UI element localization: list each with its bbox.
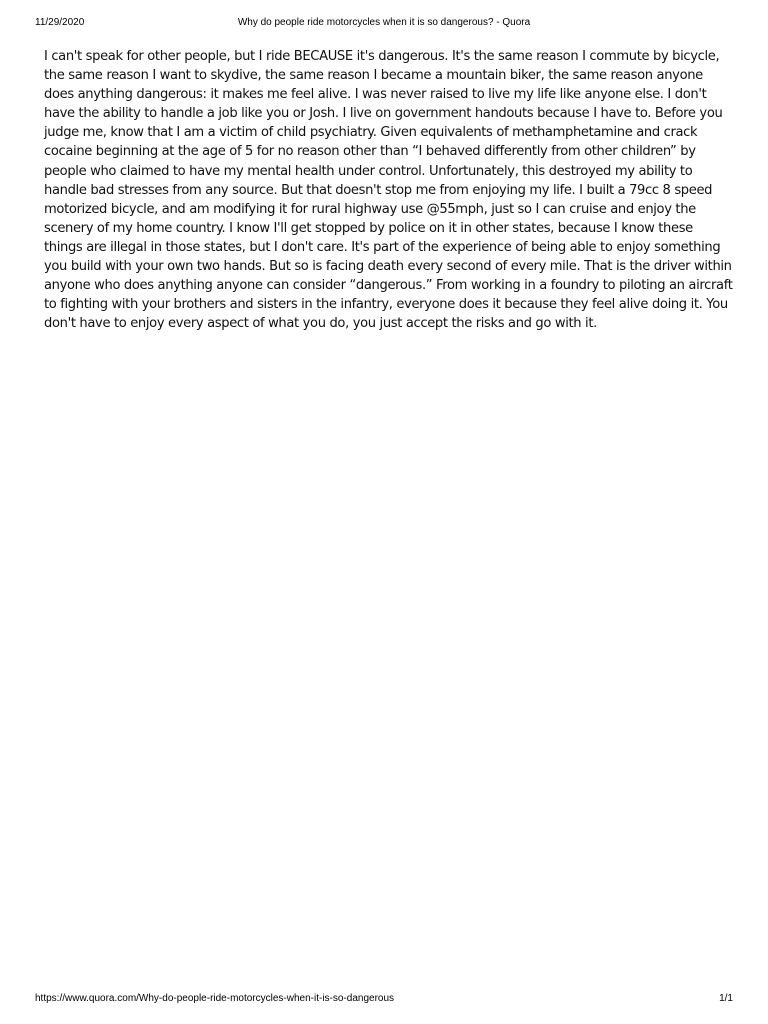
answer-text: I can't speak for other people, but I ride BECAUSE it's dangerous. It's the same reason I commute by bicycle, the same reason I want to skydive, the same reason I became a mountain biker, the same reason anyone does anything dangerous: it makes me feel alive. I was never raised to live my life like anyone else. I don't have the ability to handle a job like you or Josh. I live on government handouts because I have to. Before you judge me, know that I am a victim of child psychiatry. Given equivalents of methamphetamine and crack cocaine beginning at the age of 5 for no reason other than “I behaved differently from other children” by people who claimed to have my mental health under control. Unfortunately, this destroyed my ability to handle bad stresses from any source. But that doesn't stop me from enjoying my life. I built a 79cc 8 speed motorized bicycle, and am modifying it for rural highway use @55mph, just so I can cruise and enjoy the scenery of my home country. I know I'll get stopped by police on it in other states, because I know these things are illegal in those states, but I don't care. It's part of the experience of being able to enjoy something you build with your own two hands. But so is facing death every second of every mile. That is the driver within anyone who does anything anyone can consider “dangerous.” From working in a foundry to piloting an aircraft to fighting with your brothers and sisters in the infantry, everyone does it because they feel alive doing it. You don't have to enjoy every aspect of what you do, you just accept the risks and go with it.	[44, 49, 733, 332]
page-url: https://www.quora.com/Why-do-people-ride-motorcycles-when-it-is-so-dangerous	[35, 993, 395, 1004]
print-date: 11/29/2020	[35, 17, 85, 28]
page-title: Why do people ride motorcycles when it is so dangerous? - Quora	[237, 17, 531, 28]
page-number: 1/1	[719, 993, 733, 1004]
